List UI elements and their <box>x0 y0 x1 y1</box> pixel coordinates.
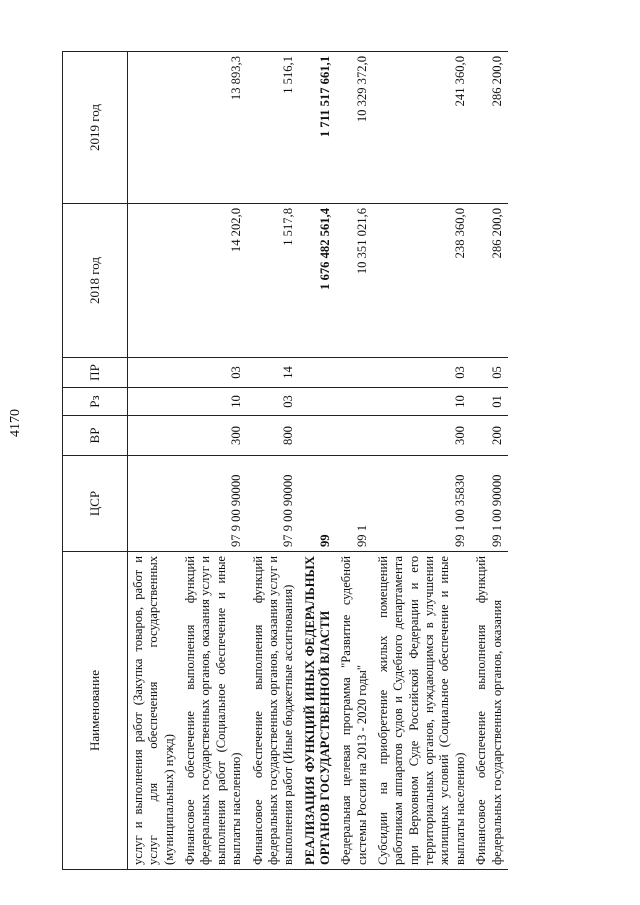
table-row <box>471 52 508 870</box>
row-pr: 05 <box>471 358 508 388</box>
row-name: Субсидии на приобретение жилых помещений работникам аппаратов судов и Судебного департамента при Верховном Суде Российской Федерации и его территориальных органов, нуждающимся в улучшении жилищных условий (Социальное обеспечение и иные выплаты населению) <box>373 552 471 870</box>
budget-table <box>62 51 508 870</box>
row-2019: 13 893,3 <box>180 52 247 204</box>
table-row <box>300 52 337 870</box>
row-vr: 800 <box>248 416 300 456</box>
row-pr <box>128 358 181 388</box>
row-pr <box>300 358 337 388</box>
row-2018: 1 517,8 <box>248 204 300 358</box>
row-csr: 97 9 00 90000 <box>248 456 300 552</box>
row-2018 <box>128 204 181 358</box>
row-rz: 01 <box>471 388 508 416</box>
row-rz: 10 <box>180 388 247 416</box>
row-pr: 14 <box>248 358 300 388</box>
header-2019: 2019 год <box>63 52 128 204</box>
row-name: РЕАЛИЗАЦИЯ ФУНКЦИЙ ИНЫХ ФЕДЕРАЛЬНЫХ ОРГАНОВ ГОСУДАРСТВЕННОЙ ВЛАСТИ <box>300 552 337 870</box>
row-2019: 1 711 517 661,1 <box>300 52 337 204</box>
table-row <box>248 52 300 870</box>
table-row <box>128 52 181 870</box>
row-2018: 10 351 021,6 <box>336 204 373 358</box>
row-csr: 99 <box>300 456 337 552</box>
header-csr: ЦСР <box>63 456 128 552</box>
row-pr: 03 <box>373 358 471 388</box>
row-name: услуг и выполнения работ (Закупка товаров, работ и услуг для обеспечения государственных (муниципальных) нужд) <box>128 552 181 870</box>
row-rz <box>300 388 337 416</box>
header-vr: ВР <box>63 416 128 456</box>
row-2019: 10 329 372,0 <box>336 52 373 204</box>
row-rz: 03 <box>248 388 300 416</box>
row-vr: 300 <box>180 416 247 456</box>
header-name: Наименование <box>63 552 128 870</box>
row-2019 <box>128 52 181 204</box>
row-rz <box>336 388 373 416</box>
table-header-row <box>63 52 128 870</box>
row-vr <box>300 416 337 456</box>
row-vr: 300 <box>373 416 471 456</box>
row-name: Финансовое обеспечение выполнения функций федеральных государственных органов, оказания услуг и выполнения работ (Социальное обеспечение и иные выплаты населению) <box>180 552 247 870</box>
row-vr <box>336 416 373 456</box>
row-vr: 200 <box>471 416 508 456</box>
row-2018: 14 202,0 <box>180 204 247 358</box>
row-rz <box>128 388 181 416</box>
row-csr: 99 1 00 35830 <box>373 456 471 552</box>
row-csr: 99 1 <box>336 456 373 552</box>
header-2018: 2018 год <box>63 204 128 358</box>
row-2018: 1 676 482 561,4 <box>300 204 337 358</box>
header-pr: ПР <box>63 358 128 388</box>
table-row <box>373 52 471 870</box>
row-name: Федеральная целевая программа "Развитие судебной системы России на 2013 - 2020 годы" <box>336 552 373 870</box>
row-csr: 99 1 00 90000 <box>471 456 508 552</box>
table-row <box>336 52 373 870</box>
row-rz: 10 <box>373 388 471 416</box>
row-csr: 97 9 00 90000 <box>180 456 247 552</box>
row-name: Финансовое обеспечение выполнения функций федеральных государственных органов, оказания <box>471 552 508 870</box>
row-2019: 241 360,0 <box>373 52 471 204</box>
row-pr <box>336 358 373 388</box>
row-csr <box>128 456 181 552</box>
row-2018: 286 200,0 <box>471 204 508 358</box>
row-2018: 238 360,0 <box>373 204 471 358</box>
table-row <box>180 52 247 870</box>
row-2019: 286 200,0 <box>471 52 508 204</box>
row-2019: 1 516,1 <box>248 52 300 204</box>
row-vr <box>128 416 181 456</box>
page-number: 4170 <box>8 409 23 437</box>
row-pr: 03 <box>180 358 247 388</box>
header-rz: Рз <box>63 388 128 416</box>
row-name: Финансовое обеспечение выполнения функций федеральных государственных органов, оказания услуг и выполнения работ (Иные бюджетные ассигнования) <box>248 552 300 870</box>
